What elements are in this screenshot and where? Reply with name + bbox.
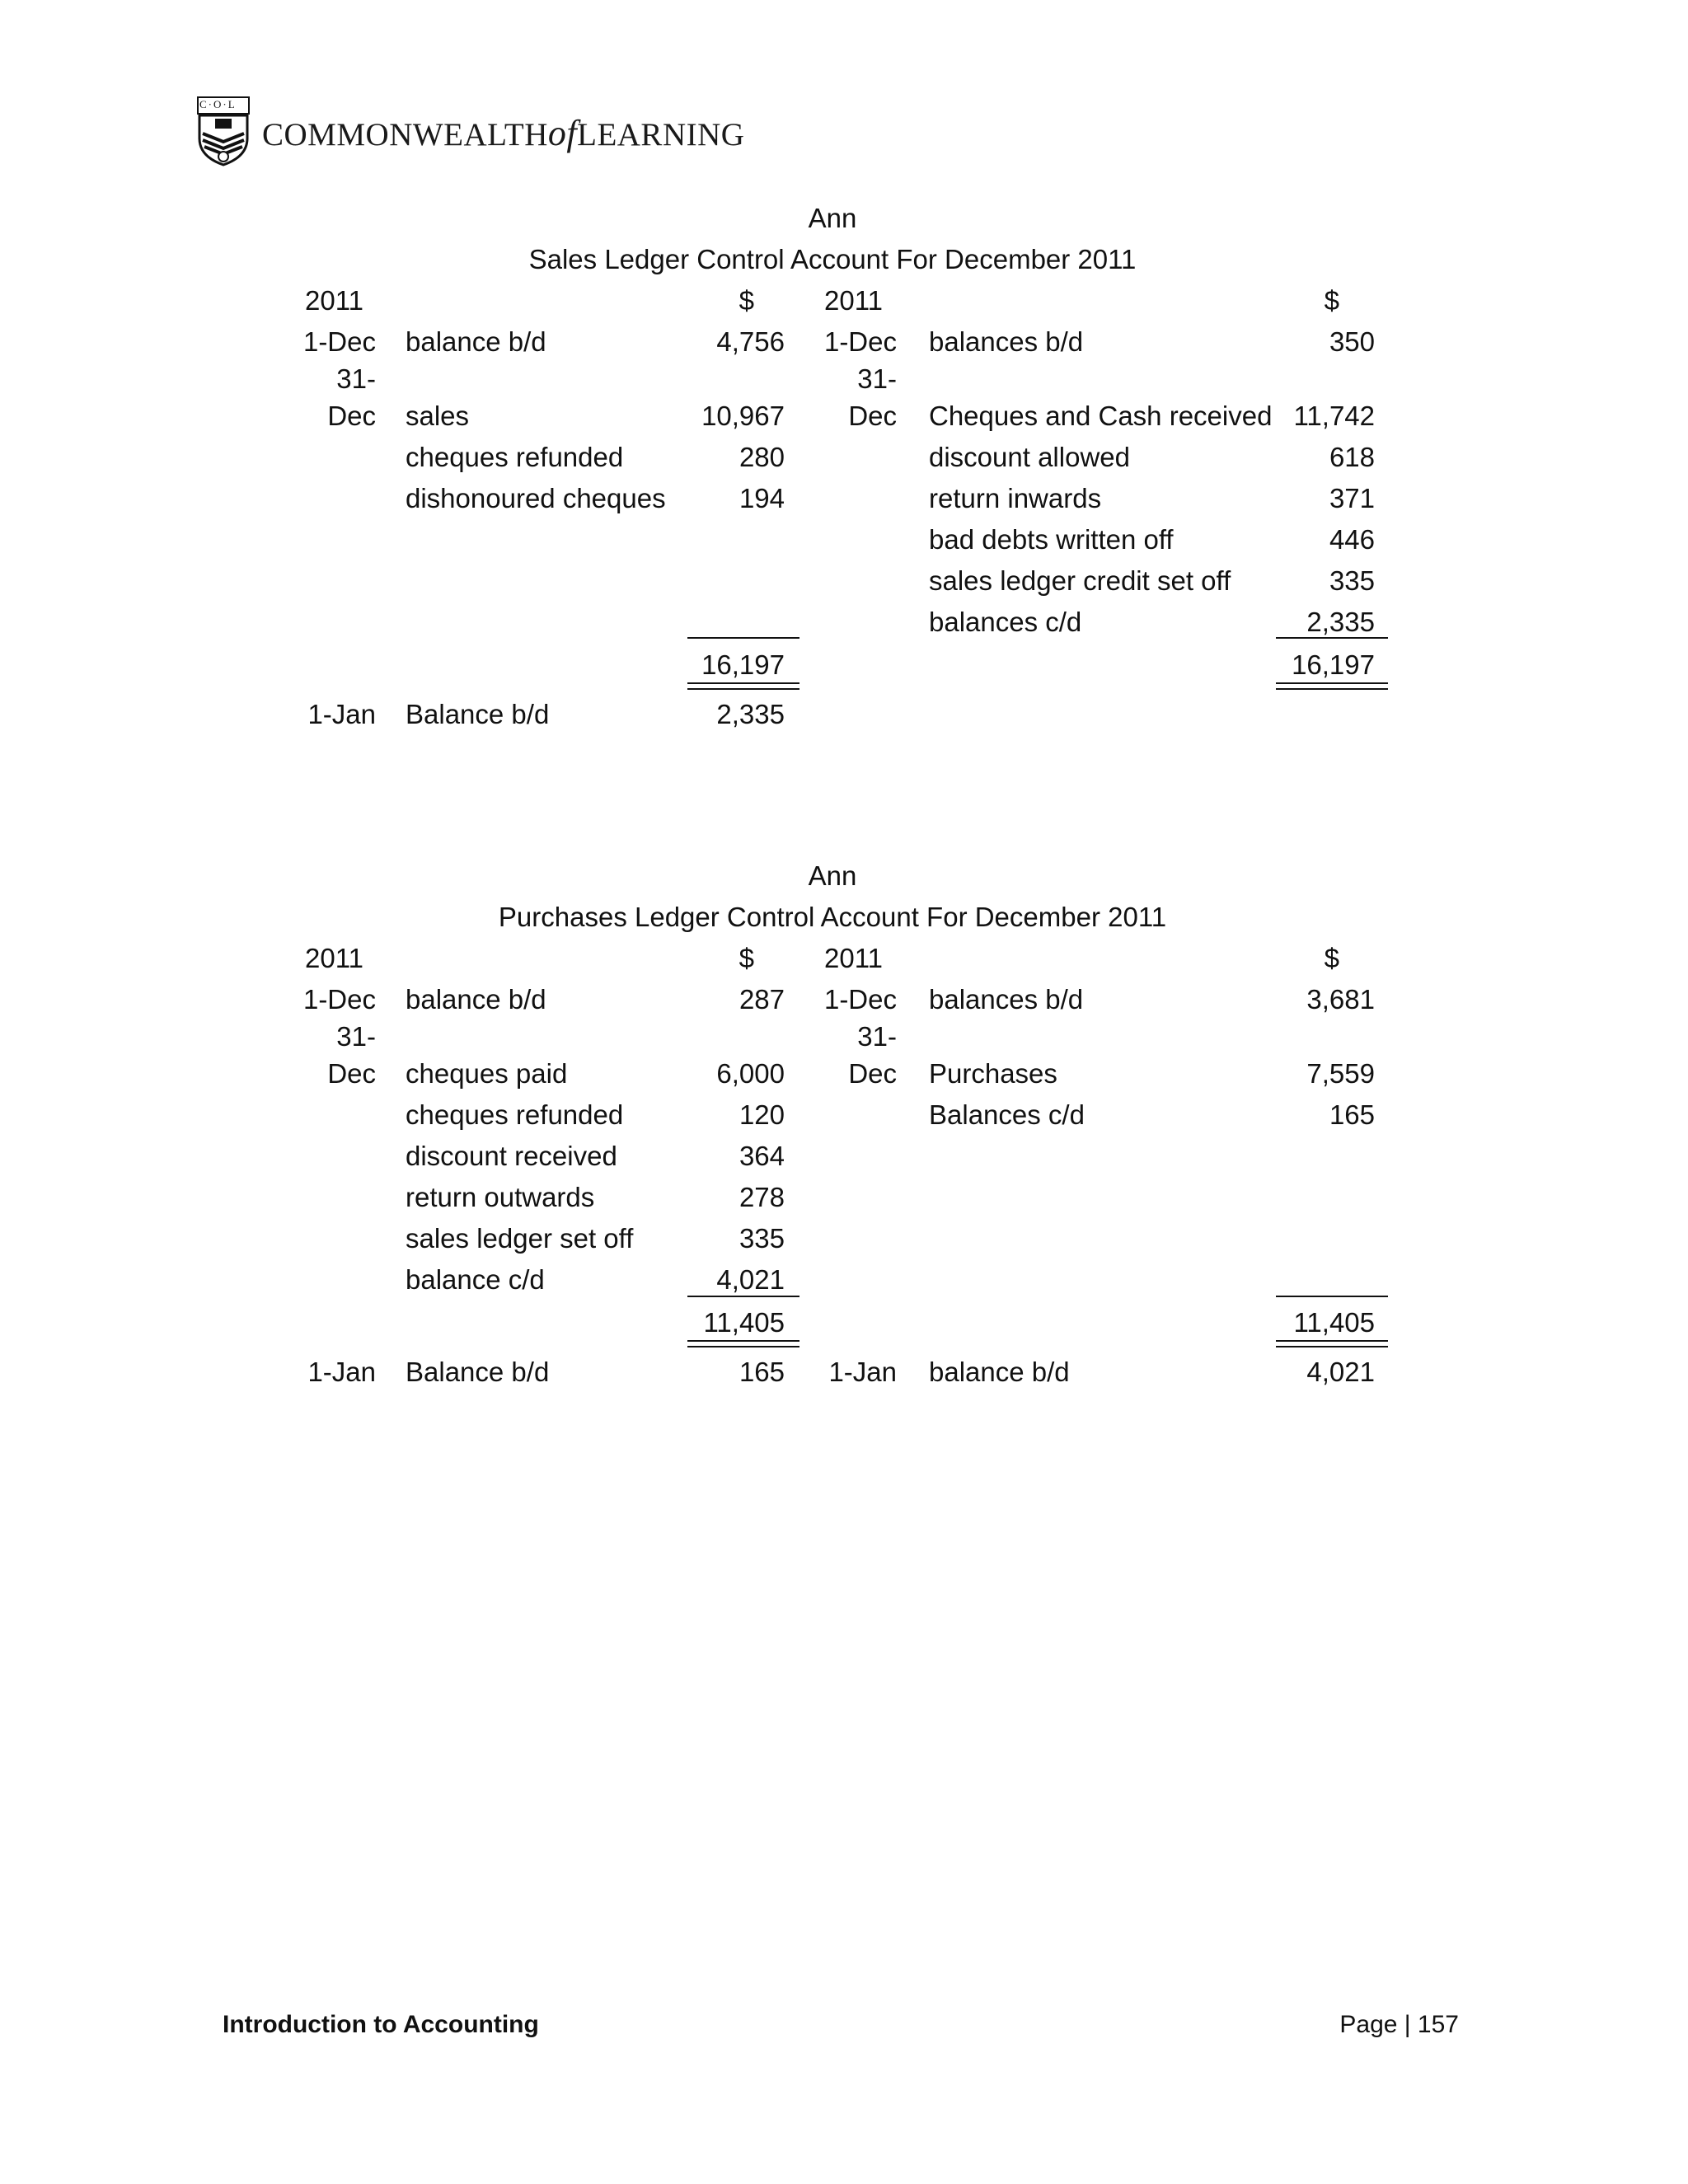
purchases-debit-date: 1-Dec xyxy=(302,984,376,1015)
sales-debit-amount: 10,967 xyxy=(701,401,785,431)
sales-left-currency: $ xyxy=(738,285,754,316)
purchases-credit-amount: 165 xyxy=(1329,1099,1375,1130)
purchases-debit-amount: 4,021 xyxy=(716,1264,785,1295)
purchases-closing-right-amount: 4,021 xyxy=(1306,1357,1375,1387)
logo-wordmark xyxy=(262,112,744,154)
sales-credit-desc: balances b/d xyxy=(929,326,1084,357)
purchases-closing-right-desc: balance b/d xyxy=(929,1357,1070,1387)
sales-closing-desc: Balance b/d xyxy=(406,699,550,729)
sales-credit-desc: bad debts written off xyxy=(929,524,1174,555)
sales-debit-desc: cheques refunded xyxy=(406,442,624,472)
sales-left-year: 2011 xyxy=(305,285,363,316)
sales-credit-amount: 350 xyxy=(1329,326,1375,357)
purchases-debit-desc: return outwards xyxy=(406,1182,595,1212)
sales-debit-total: 16,197 xyxy=(701,649,785,680)
purchases-debit-desc: cheques refunded xyxy=(406,1099,624,1130)
sales-debit-desc: balance b/d xyxy=(406,326,546,357)
purchases-credit-date: 1-Dec xyxy=(823,984,897,1015)
sales-debit-amount: 194 xyxy=(738,483,785,513)
sales-credit-date: 31- xyxy=(857,363,897,394)
sales-debit-desc: sales xyxy=(406,401,470,431)
sales-credit-amount: 618 xyxy=(1329,442,1375,472)
sales-debit-total-rule xyxy=(687,637,799,639)
purchases-right-currency: $ xyxy=(1324,943,1339,973)
sales-credit-desc: Cheques and Cash received xyxy=(929,401,1273,431)
purchases-closing-right-date: 1-Jan xyxy=(828,1357,897,1387)
purchases-debit-desc: sales ledger set off xyxy=(406,1223,634,1254)
purchases-debit-amount: 364 xyxy=(738,1141,785,1171)
purchases-credit-date: 31- xyxy=(857,1021,897,1052)
purchases-closing-left-date: 1-Jan xyxy=(307,1357,376,1387)
sales-title: Sales Ledger Control Account For December 2011 xyxy=(528,244,1137,274)
sales-credit-total-rule xyxy=(1276,637,1388,639)
purchases-credit-desc: Purchases xyxy=(929,1058,1057,1089)
sales-credit-amount: 2,335 xyxy=(1306,607,1375,637)
purchases-debit-desc: discount received xyxy=(406,1141,617,1171)
sales-debit-date: 1-Dec xyxy=(302,326,376,357)
sales-closing-date: 1-Jan xyxy=(307,699,376,729)
purchases-credit-date: Dec xyxy=(848,1058,897,1089)
sales-credit-double-rule xyxy=(1276,682,1388,690)
purchases-debit-total: 11,405 xyxy=(703,1307,785,1338)
purchases-closing-left-amount: 165 xyxy=(738,1357,785,1387)
sales-credit-desc: balances c/d xyxy=(929,607,1082,637)
purchases-right-year: 2011 xyxy=(824,943,883,973)
sales-debit-amount: 280 xyxy=(738,442,785,472)
sales-credit-desc: return inwards xyxy=(929,483,1102,513)
sales-credit-date: 1-Dec xyxy=(823,326,897,357)
purchases-credit-total: 11,405 xyxy=(1293,1307,1375,1338)
purchases-left-year: 2011 xyxy=(305,943,363,973)
logo-text-of: of xyxy=(547,113,578,153)
purchases-left-currency: $ xyxy=(738,943,754,973)
sales-credit-date: Dec xyxy=(848,401,897,431)
purchases-owner: Ann xyxy=(808,860,857,891)
logo-text-learning: LEARNING xyxy=(577,117,745,152)
sales-debit-amount: 4,756 xyxy=(716,326,785,357)
logo-text-commonwealth: COMMONWEALTH xyxy=(262,117,548,152)
sales-credit-desc: sales ledger credit set off xyxy=(929,565,1231,596)
sales-credit-amount: 11,742 xyxy=(1293,401,1375,431)
purchases-debit-amount: 120 xyxy=(738,1099,785,1130)
purchases-debit-date: 31- xyxy=(336,1021,376,1052)
sales-credit-total: 16,197 xyxy=(1292,649,1375,680)
purchases-debit-amount: 278 xyxy=(738,1182,785,1212)
footer-book-title: Introduction to Accounting xyxy=(223,2011,539,2038)
purchases-debit-amount: 287 xyxy=(738,984,785,1015)
purchases-debit-double-rule xyxy=(687,1340,799,1347)
sales-right-currency: $ xyxy=(1324,285,1339,316)
logo-initials: C·O·L xyxy=(199,98,237,110)
sales-debit-double-rule xyxy=(687,682,799,690)
sales-owner: Ann xyxy=(808,203,857,233)
purchases-debit-desc: balance c/d xyxy=(406,1264,545,1295)
sales-right-year: 2011 xyxy=(824,285,883,316)
purchases-closing-left-desc: Balance b/d xyxy=(406,1357,550,1387)
purchases-title: Purchases Ledger Control Account For December 2011 xyxy=(498,902,1167,932)
sales-debit-desc: dishonoured cheques xyxy=(406,483,666,513)
purchases-debit-desc: balance b/d xyxy=(406,984,546,1015)
purchases-debit-amount: 6,000 xyxy=(716,1058,785,1089)
sales-credit-amount: 446 xyxy=(1329,524,1375,555)
sales-debit-date: Dec xyxy=(327,401,376,431)
purchases-credit-desc: balances b/d xyxy=(929,984,1084,1015)
purchases-credit-total-rule xyxy=(1276,1296,1388,1297)
purchases-debit-desc: cheques paid xyxy=(406,1058,568,1089)
purchases-debit-total-rule xyxy=(687,1296,799,1297)
footer-page-number: Page | 157 xyxy=(1339,2011,1459,2038)
sales-debit-date: 31- xyxy=(336,363,376,394)
sales-credit-desc: discount allowed xyxy=(929,442,1130,472)
sales-closing-amount: 2,335 xyxy=(716,699,785,729)
purchases-credit-amount: 3,681 xyxy=(1306,984,1375,1015)
col-logo xyxy=(196,96,745,170)
purchases-debit-date: Dec xyxy=(327,1058,376,1089)
purchases-credit-amount: 7,559 xyxy=(1306,1058,1375,1089)
purchases-debit-amount: 335 xyxy=(738,1223,785,1254)
sales-credit-amount: 371 xyxy=(1329,483,1375,513)
sales-credit-amount: 335 xyxy=(1329,565,1375,596)
purchases-credit-desc: Balances c/d xyxy=(929,1099,1085,1130)
purchases-credit-double-rule xyxy=(1276,1340,1388,1347)
